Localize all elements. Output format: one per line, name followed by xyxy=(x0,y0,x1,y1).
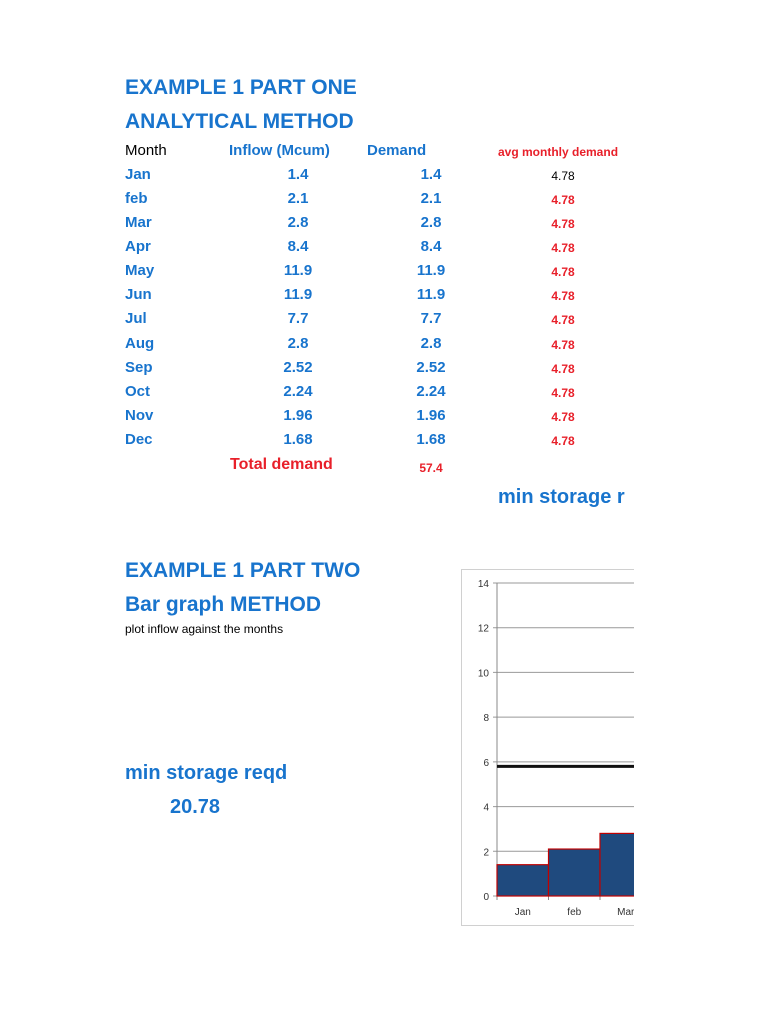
bar-feb xyxy=(549,849,601,896)
month-cell: Sep xyxy=(125,359,153,376)
inflow-cell: 1.4 xyxy=(287,166,309,183)
avg-cell: 4.78 xyxy=(551,265,575,279)
demand-cell: 2.52 xyxy=(416,359,446,376)
y-tick-label: 4 xyxy=(483,802,489,814)
part-two-title: EXAMPLE 1 PART TWO xyxy=(125,559,361,582)
demand-cell: 1.96 xyxy=(416,407,446,424)
demand-cell: 1.4 xyxy=(420,166,442,183)
month-cell: Mar xyxy=(125,214,152,231)
demand-cell: 1.68 xyxy=(416,431,446,448)
min-storage-heading-cut: min storage r xyxy=(498,486,625,508)
inflow-cell: 2.8 xyxy=(287,214,309,231)
demand-cell: 2.1 xyxy=(420,190,442,207)
table-row xyxy=(0,238,634,262)
avg-cell: 4.78 xyxy=(551,386,575,400)
table-row xyxy=(0,190,634,214)
month-cell: Jul xyxy=(125,310,147,327)
bar-chart xyxy=(461,569,634,926)
demand-cell: 11.9 xyxy=(416,262,446,279)
y-tick-label: 8 xyxy=(483,713,489,725)
table-row xyxy=(0,359,634,383)
part-two-subtitle: Bar graph METHOD xyxy=(125,593,322,616)
avg-cell: 4.78 xyxy=(551,169,575,183)
demand-cell: 2.24 xyxy=(416,383,446,400)
table-row xyxy=(0,214,634,238)
month-cell: Jan xyxy=(125,166,151,183)
chart-svg xyxy=(462,570,634,925)
y-tick-label: 0 xyxy=(483,892,489,903)
demand-cell: 2.8 xyxy=(420,214,442,231)
demand-cell: 8.4 xyxy=(420,238,442,255)
demand-cell: 7.7 xyxy=(420,310,442,327)
table-row xyxy=(0,262,634,286)
table-row xyxy=(0,166,634,190)
table-row xyxy=(0,310,634,334)
total-demand-value: 57.4 xyxy=(419,461,443,475)
y-tick-label: 12 xyxy=(477,623,489,635)
table-row xyxy=(0,407,634,431)
avg-cell: 4.78 xyxy=(551,289,575,303)
inflow-header: Inflow (Mcum) xyxy=(229,142,330,159)
month-cell: Apr xyxy=(125,238,151,255)
month-cell: feb xyxy=(125,190,148,207)
table-row xyxy=(0,431,634,455)
plot-instruction: plot inflow against the months xyxy=(125,622,284,636)
demand-cell: 11.9 xyxy=(416,286,446,303)
table-row xyxy=(0,383,634,407)
table-row xyxy=(0,335,634,359)
y-tick-label: 14 xyxy=(477,579,489,590)
y-tick-label: 10 xyxy=(477,668,489,680)
inflow-cell: 7.7 xyxy=(287,310,309,327)
inflow-cell: 2.1 xyxy=(287,190,309,207)
table-row xyxy=(0,286,634,310)
part-one-subtitle: ANALYTICAL METHOD xyxy=(125,110,354,133)
bar-jan xyxy=(497,865,549,896)
avg-cell: 4.78 xyxy=(551,434,575,448)
inflow-cell: 2.24 xyxy=(283,383,313,400)
y-tick-label: 2 xyxy=(483,847,489,859)
month-cell: Jun xyxy=(125,286,152,303)
inflow-cell: 11.9 xyxy=(283,286,313,303)
avg-cell: 4.78 xyxy=(551,362,575,376)
month-cell: Dec xyxy=(125,431,153,448)
demand-cell: 2.8 xyxy=(420,335,442,352)
month-cell: Nov xyxy=(125,407,154,424)
avg-cell: 4.78 xyxy=(551,193,575,207)
month-cell: Aug xyxy=(125,335,155,352)
x-tick-label: feb xyxy=(567,907,582,918)
month-cell: Oct xyxy=(125,383,151,400)
month-header: Month xyxy=(125,142,167,159)
min-storage-label: min storage reqd xyxy=(125,762,288,784)
avg-cell: 4.78 xyxy=(551,241,575,255)
total-demand-label: Total demand xyxy=(230,456,333,473)
inflow-cell: 8.4 xyxy=(287,238,309,255)
x-tick-label: Mar xyxy=(617,907,634,918)
avg-cell: 4.78 xyxy=(551,410,575,424)
inflow-cell: 11.9 xyxy=(283,262,313,279)
bar-mar xyxy=(600,833,634,896)
inflow-cell: 2.52 xyxy=(283,359,313,376)
avg-cell: 4.78 xyxy=(551,217,575,231)
min-storage-value: 20.78 xyxy=(170,796,221,818)
inflow-cell: 1.96 xyxy=(283,407,313,424)
x-tick-label: Jan xyxy=(514,907,531,918)
inflow-cell: 1.68 xyxy=(283,431,313,448)
avg-demand-header: avg monthly demand xyxy=(498,145,619,159)
demand-header: Demand xyxy=(367,142,427,159)
part-one-title: EXAMPLE 1 PART ONE xyxy=(125,76,357,99)
inflow-cell: 2.8 xyxy=(287,335,309,352)
avg-cell: 4.78 xyxy=(551,313,575,327)
month-cell: May xyxy=(125,262,155,279)
y-tick-label: 6 xyxy=(483,757,489,769)
avg-cell: 4.78 xyxy=(551,338,575,352)
